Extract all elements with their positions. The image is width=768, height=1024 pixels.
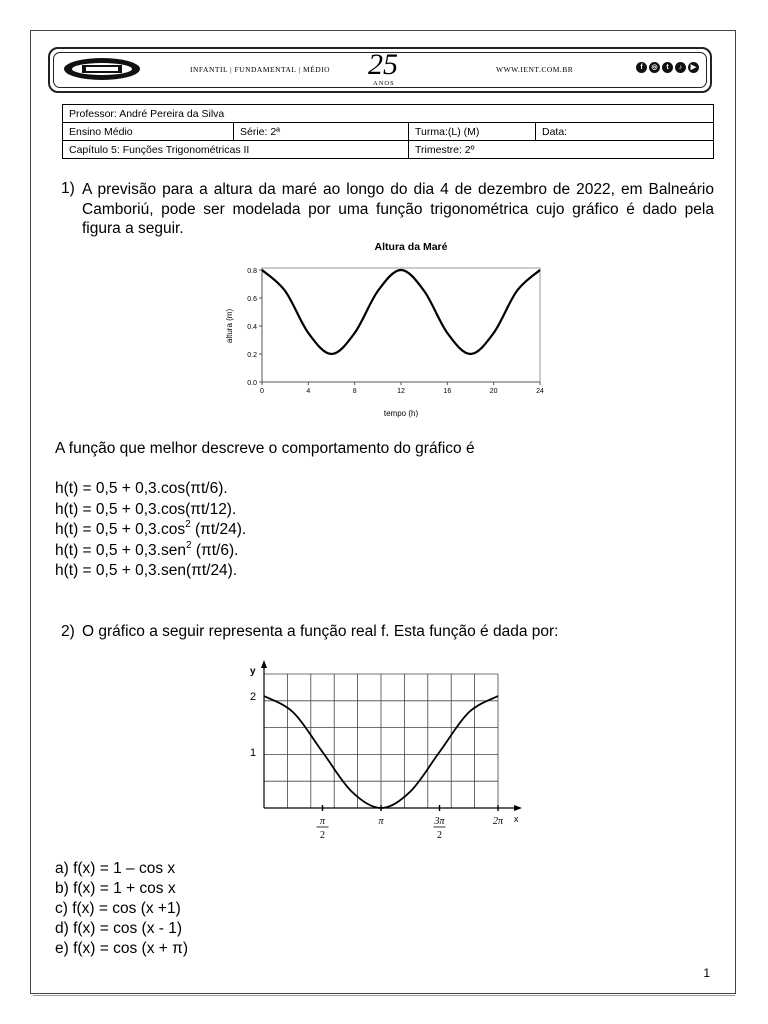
- q1-prompt: A função que melhor descreve o comportamento do gráfico é: [55, 440, 475, 457]
- x-tick-label: 12: [397, 388, 405, 395]
- info-table: [62, 104, 714, 159]
- y-tick-label: 0.6: [247, 296, 257, 303]
- y-tick-label: 0.8: [247, 268, 257, 275]
- q1-option: h(t) = 0,5 + 0,3.cos(πt/6).: [55, 480, 228, 497]
- banner-website: WWW.IENT.COM.BR: [496, 65, 574, 74]
- y-tick-label: 0.4: [247, 324, 257, 331]
- x-tick-label: 24: [536, 388, 544, 395]
- x-tick-label: 20: [489, 388, 498, 395]
- x-tick-label-denominator: 2: [320, 830, 326, 841]
- instagram-icon: ◎: [649, 62, 660, 73]
- q2-option: e) f(x) = cos (x + π): [55, 940, 188, 957]
- school-logo: [60, 55, 160, 83]
- x-tick-label: 0: [260, 388, 264, 395]
- q1-option: h(t) = 0,5 + 0,3.sen(πt/24).: [55, 562, 238, 579]
- y-axis-arrow: [261, 660, 267, 668]
- y-axis-label: altura (m): [225, 308, 234, 344]
- q2-number: 2): [61, 623, 75, 640]
- x-tick-label: 2π: [492, 816, 504, 827]
- twitter-icon: t: [662, 62, 673, 73]
- x-axis-label: tempo (h): [383, 409, 419, 418]
- youtube-icon: ▶: [688, 62, 699, 73]
- page-bottom-rule: [33, 995, 735, 996]
- q2-option: d) f(x) = cos (x - 1): [55, 920, 183, 937]
- q1-option: $h(t) = 0,5 + 0,3.\cos^2$ (πt/24).: [55, 519, 247, 538]
- q1-option: h(t) = 0,5 + 0,3.cos(πt/12).: [55, 500, 237, 518]
- anniversary-number: 25: [368, 48, 398, 81]
- q2-option: b) f(x) = 1 + cos x: [55, 880, 176, 897]
- x-tick-label: π: [378, 816, 384, 827]
- tide-chart: [218, 236, 550, 420]
- page-number: 1: [703, 966, 710, 980]
- social-icons: [636, 62, 699, 73]
- y-tick-label: 0.0: [247, 380, 257, 387]
- tiktok-icon: ♪: [675, 62, 686, 73]
- chart-title: Altura da Maré: [374, 241, 448, 253]
- q1-number: 1): [61, 180, 75, 197]
- serie-cell: Série: 2ª: [234, 123, 409, 141]
- q1-option: h(t) = 0,5 + 0,3.sen$^2$ (πt/6).: [55, 539, 239, 559]
- x-axis-label: x: [514, 814, 519, 824]
- y-axis-label: y: [250, 666, 256, 677]
- header-banner: [48, 47, 712, 93]
- y-tick-label: 2: [250, 691, 257, 703]
- capitulo-cell: Capítulo 5: Funções Trigonométricas II: [63, 141, 409, 159]
- anniversary-word: ANOS: [373, 80, 395, 87]
- professor-cell: Professor: André Pereira da Silva: [63, 105, 714, 123]
- x-tick-label: π: [319, 816, 326, 827]
- banner-levels: INFANTIL | FUNDAMENTAL | MÉDIO: [190, 65, 331, 74]
- tide-curve: [262, 270, 540, 354]
- q2-option: c) f(x) = cos (x +1): [55, 900, 181, 917]
- turma-cell: Turma:(L) (M): [409, 123, 536, 141]
- q2-text: O gráfico a seguir representa a função real f. Esta função é dada por:: [82, 623, 559, 640]
- y-tick-label: 0.2: [247, 352, 257, 359]
- facebook-icon: f: [636, 62, 647, 73]
- q2-option: a) f(x) = 1 – cos x: [55, 860, 176, 877]
- x-tick-label: 16: [443, 388, 452, 395]
- y-tick-label: 1: [250, 747, 257, 759]
- ensino-cell: Ensino Médio: [63, 123, 234, 141]
- x-tick-label: 3π: [434, 816, 445, 827]
- function-chart: [236, 658, 528, 848]
- trimestre-cell: Trimestre: 2º: [409, 141, 714, 159]
- x-axis-arrow: [514, 805, 522, 811]
- x-tick-label-denominator: 2: [437, 830, 443, 841]
- q1-text: A previsão para a altura da maré ao longo do dia 4 de dezembro de 2022, em Balneário Camboriú, pode ser modelada por uma função trigonométrica cujo gráfico é dado pela figura a seguir.: [82, 181, 714, 237]
- data-cell: Data:: [536, 123, 714, 141]
- x-tick-label: 4: [306, 388, 311, 395]
- x-tick-label: 8: [352, 388, 357, 395]
